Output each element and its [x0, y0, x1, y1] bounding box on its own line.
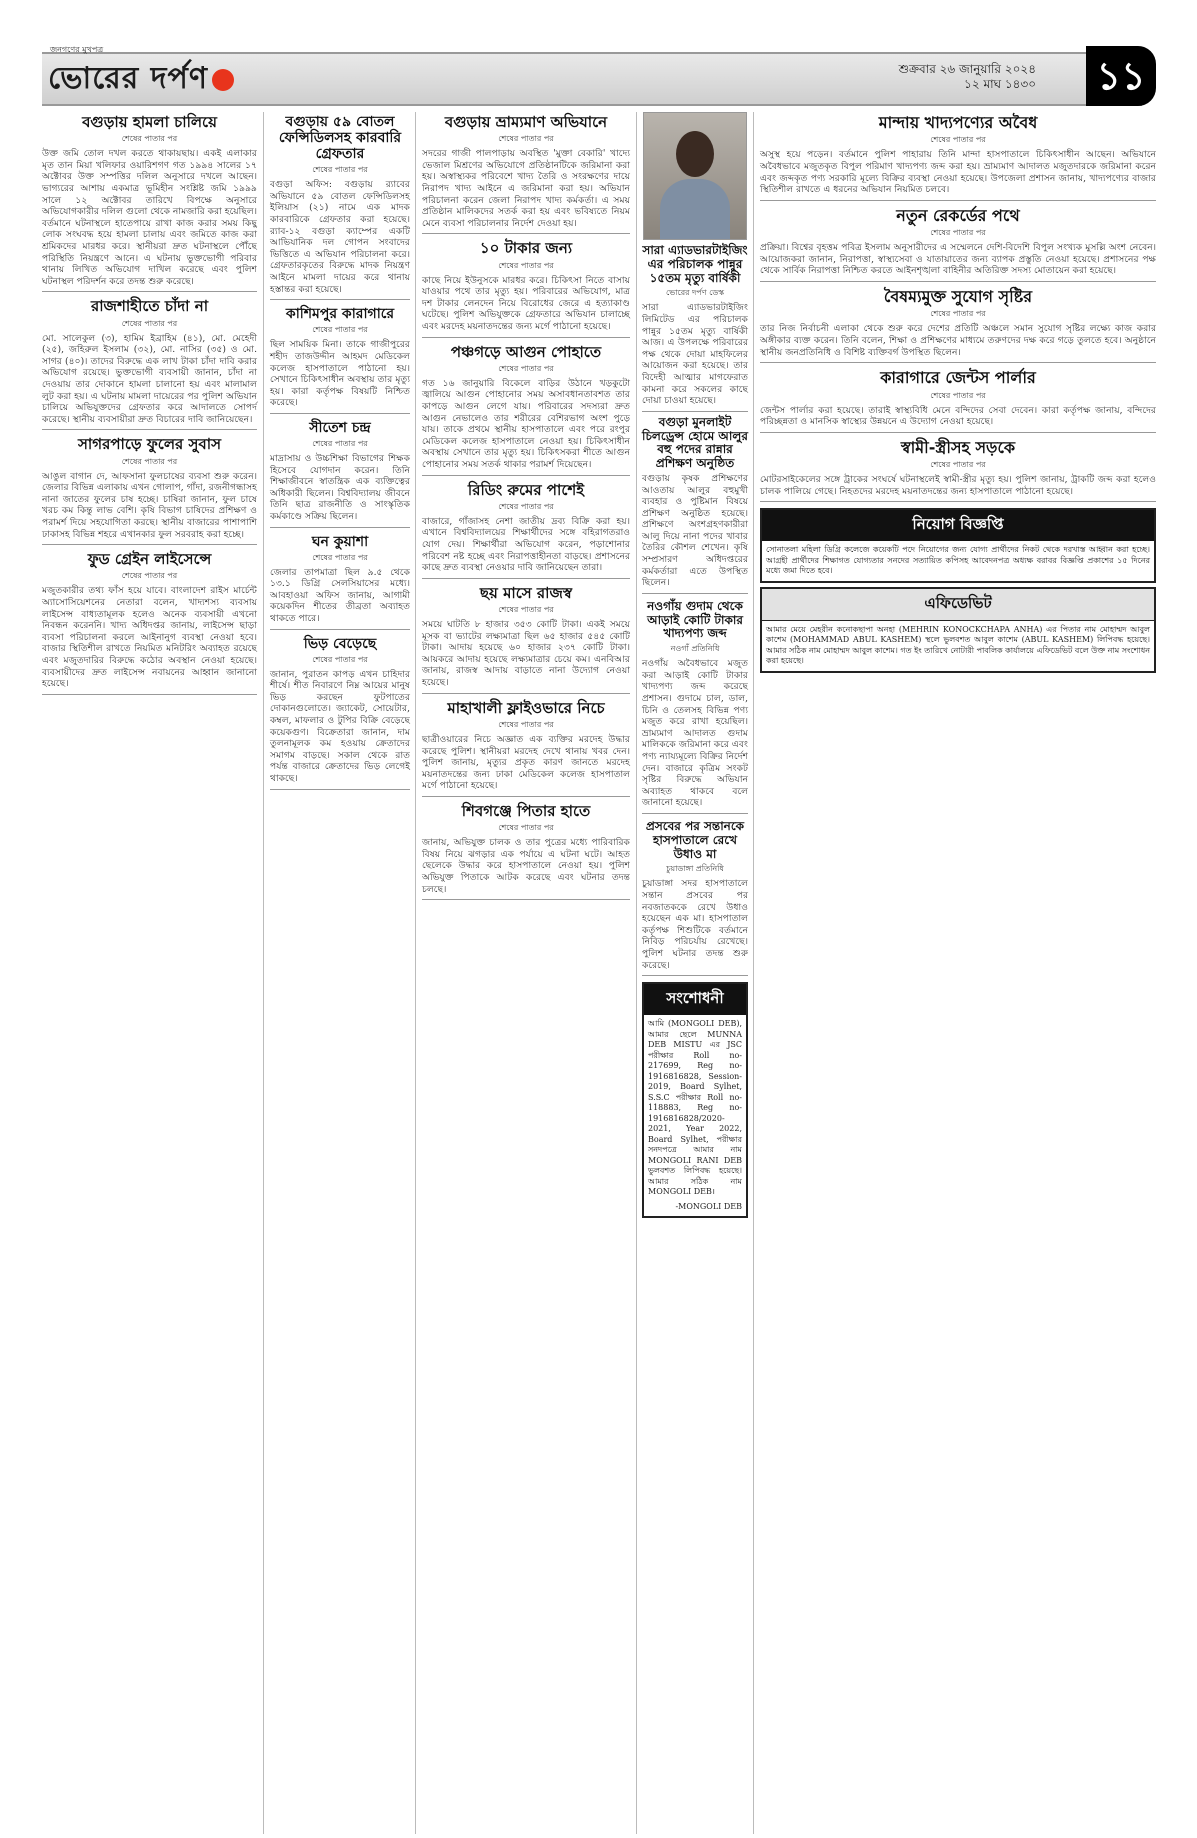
article-continuation-label: শেষের পাতার পর — [498, 823, 554, 833]
article-body: কাছে নিয়ে ইউনুসকে মারধর করে। চিকিৎসা নিতে বাসায় যাওয়ার পথে তার মৃত্যু হয়। পরিবারের অভিযোগ, মাত্র দশ টাকার লেনদেন নিয়ে বিরোধের জেরে এ হত্যাকাণ্ড ঘটেছে। পুলিশ অভিযুক্তকে গ্রেফতারে অভিযান চালাচ্ছে এবং মরদেহ ময়নাতদন্তের জন্য মর্গে পাঠানো হয়েছে। — [422, 274, 630, 333]
column-1 — [42, 112, 257, 701]
news-article — [270, 636, 410, 790]
column-divider — [636, 112, 637, 1834]
obituary-headline: সারা এ্যাডভারটাইজিং এর পরিচালক পান্নুর ১৫তম মৃত্যু বার্ষিকী — [642, 243, 748, 285]
divider — [422, 693, 630, 694]
article-continuation-label: শেষের পাতার পর — [312, 325, 368, 335]
article-body: জেন্টস পার্লার করা হয়েছে। তারাই স্বাস্থ্যবিধি মেনে বন্দিদের সেবা দেবেন। কারা কর্তৃপক্ষ জানায়, বন্দিদের পরিচ্ছন্নতা ও মানসিক স্বাস্থ্যের উন্নয়নে এ উদ্যোগ নেওয়া হয়েছে। — [760, 404, 1156, 428]
divider — [760, 200, 1156, 201]
divider — [270, 299, 410, 300]
article-headline[interactable]: নওগাঁয় গুদাম থেকে আড়াই কোটি টাকার খাদ্যপণ্য জব্দ — [647, 598, 743, 641]
obituary-body: সারা এ্যাডভারটাইজিং লিমিটেড এর পরিচালক পান্নুর ১৫তম মৃত্যু বার্ষিকী আজ। এ উপলক্ষে পরিবারের পক্ষ থেকে দোয়া মাহফিলের আয়োজন করা হয়েছে। তার বিদেহী আত্মার মাগফেরাত কামনা করে সকলের কাছে দোয়া চাওয়া হয়েছে। — [642, 302, 748, 407]
article-continuation-label: শেষের পাতার পর — [498, 260, 554, 270]
sun-logo-icon — [212, 69, 234, 91]
article-continuation-label: শেষের পাতার পর — [498, 363, 554, 373]
recruitment-ad — [760, 508, 1156, 583]
recruitment-title: নিয়োগ বিজ্ঞপ্তি — [762, 510, 1154, 541]
article-body: জানান, পুরাতন কাপড় এখন চাহিদার শীর্ষে। শীত নিবারণে নিম্ন আয়ের মানুষ ভিড় করছেন ফুটপাতের দোকানগুলোতে। জ্যাকেট, সোয়েটার, কম্বল, মাফলার ও টুপির বিক্রি বেড়েছে কয়েকগুণ। বিক্রেতারা জানান, দাম তুলনামূলক কম হওয়ায় ক্রেতাদের সমাগম বাড়ছে। সকাল থেকে রাত পর্যন্ত বাজারে ক্রেতাদের ভিড় লেগেই থাকছে। — [270, 668, 410, 785]
news-article — [642, 416, 748, 594]
divider — [270, 527, 410, 528]
divider — [422, 899, 630, 900]
date-bengali: ১২ মাঘ ১৪৩০ — [964, 77, 1036, 91]
news-article — [760, 207, 1156, 282]
news-article — [42, 114, 257, 292]
article-headline[interactable]: ভিড় বেড়েছে — [303, 635, 377, 652]
article-headline[interactable]: স্বামী-স্ত্রীসহ সড়কে — [900, 437, 1016, 457]
divider — [422, 475, 630, 476]
article-body: তার নিজ নির্বাচনী এলাকা থেকে শুরু করে দেশের প্রতিটি অঞ্চলে সমান সুযোগ সৃষ্টির লক্ষ্যে কাজ করার অঙ্গীকার ব্যক্ত করেন। তিনি বলেন, শিক্ষা ও প্রশিক্ষণের মাধ্যমে তরুণদের দক্ষ করে গড়ে তুলতে হবে। অনুষ্ঠানে স্থানীয় জনপ্রতিনিধি ও বিশিষ্ট ব্যক্তিবর্গ উপস্থিত ছিলেন। — [760, 323, 1156, 358]
article-continuation-label: শেষের পাতার পর — [121, 571, 178, 581]
article-headline[interactable]: মাহাখালী ফ্লাইওভারে নিচে — [447, 698, 605, 717]
article-body: উক্ত জমি তোল দখল করতে থাকায়ছায়। একই এলাকার মৃত তান মিয়া খলিফার ওয়ারিশগণ গত ১৯৯৪ সালের ১৭ অক্টোবর উক্ত সম্পত্তির দলিল অনুসারে দখলে আছেন। ভাগ্যরের আশায় একমাত্র ভূমিহীন সংশ্লিষ্ট জমি ১৯৯৯ সালে ১২ অক্টোবর তারিখে বিপক্ষে অনুসারে অভিযোগকারীর দলিল গুলো থেকে নামজারি করা হয়েছিল। বর্তমানে ঘটনাস্থলে হাতেপায়ে রাখা কাজ করার সময় কিছু লোক সংঘবদ্ধ হয়ে হামলা চালায় এবং জমিতে কাজ করা শ্রমিকদের মারধর করে। স্থানীয়রা দ্রুত ঘটনাস্থলে পৌঁছে পরিস্থিতি নিয়ন্ত্রণে আনে। এ ঘটনায় ভুক্তভোগী পরিবার থানায় লিখিত অভিযোগ দাখিল করেছে এবং পুলিশ ঘটনাস্থল পরিদর্শন করে তদন্ত শুরু করেছে। — [42, 148, 257, 287]
divider — [270, 413, 410, 414]
obituary-photo — [643, 112, 747, 240]
correction-body: আমি (MONGOLI DEB), আমার ছেলে MUNNA DEB MISTU এর JSC পরীক্ষার Roll no- 217699, Reg no- 1916816828, Session-2019, Board Sylhet, S.S.C পরীক্ষার Roll no- 118883, Reg no-1916816828/2020-2021, Year 2022, Board Sylhet, পরীক্ষার সনদপত্রে আমার নাম MONGOLI RANI DEB ভুলবশত লিপিবদ্ধ হয়েছে। আমার সঠিক নাম MONGOLI DEB। — [648, 1019, 742, 1197]
article-continuation-label: শেষের পাতার পর — [312, 165, 368, 175]
column-4-articles — [642, 416, 748, 976]
article-body: জানায়, অভিযুক্ত চালক ও তার পুত্রের মধ্যে পারিবারিক বিষয় নিয়ে ঝগড়ার এক পর্যায়ে এ ঘটনা ঘটে। আহত ছেলেকে উদ্ধার করে হাসপাতালে নেওয়া হয়। পুলিশ অভিযুক্ত পিতাকে আটক করেছে এবং ঘটনার তদন্ত চলছে। — [422, 837, 630, 895]
article-body: বগুড়া অফিস: বগুড়ায় র‍্যাবের অভিযানে ৫৯ বোতল ফেন্সিডিলসহ ইলিয়াস (২১) নামে এক মাদক কারবারিকে গ্রেফতার করা হয়েছে। র‍্যাব-১২ বগুড়া ক্যাম্পের একটি আভিযানিক দল গোপন সংবাদের ভিত্তিতে এ অভিযান পরিচালনা করে। গ্রেফতারকৃতের বিরুদ্ধে মাদক নিয়ন্ত্রণ আইনে মামলা দায়ের করে থানায় হস্তান্তর করা হয়েছে। — [270, 179, 410, 295]
column-divider — [753, 112, 754, 1834]
article-headline[interactable]: কারাগারে জেন্টস পার্লার — [880, 368, 1036, 388]
paper-logo[interactable] — [48, 54, 238, 105]
article-headline[interactable]: বৈষম্যমুক্ত সুযোগ সৃষ্টির — [883, 286, 1033, 306]
article-body: বগুড়ায় কৃষক প্রশিক্ষণের আওতায় আলুর বহুমুখী ব্যবহার ও পুষ্টিমান বিষয়ে প্রশিক্ষণ অনুষ্ঠিত হয়েছে। প্রশিক্ষণে অংশগ্রহণকারীরা আলু দিয়ে নানা পদের খাবার তৈরির কৌশল শেখেন। কৃষি সম্প্রসারণ অধিদপ্তরের কর্মকর্তারা এতে উপস্থিত ছিলেন। — [642, 472, 748, 589]
article-continuation-label: শেষের পাতার পর — [121, 134, 178, 144]
affidavit-ad — [760, 587, 1156, 673]
divider — [422, 578, 630, 579]
article-continuation-label: শেষের পাতার পর — [312, 438, 368, 448]
article-headline[interactable]: সীতেশ চন্দ্র — [309, 419, 371, 436]
article-continuation-label: শেষের পাতার পর — [498, 605, 554, 615]
article-continuation-label: শেষের পাতার পর — [121, 318, 178, 328]
article-body: মোটরসাইকেলের সঙ্গে ট্রাকের সংঘর্ষে ঘটনাস্থলেই স্বামী-স্ত্রীর মৃত্যু হয়। পুলিশ জানায়, ট্রাকটি জব্দ করা হলেও চালক পালিয়ে গেছে। নিহতদের মরদেহ ময়নাতদন্তের জন্য হাসপাতালে পাঠানো হয়েছে। — [760, 474, 1156, 497]
divider — [422, 796, 630, 797]
column-4 — [642, 112, 748, 1218]
article-headline[interactable]: বগুড়ায় ৫৯ বোতল ফেন্সিডিলসহ কারবারি গ্রেফতার — [278, 114, 402, 163]
article-continuation-label: শেষের পাতার পর — [498, 134, 554, 144]
divider — [422, 337, 630, 338]
news-article — [760, 439, 1156, 503]
news-article — [270, 534, 410, 630]
correction-notice — [642, 982, 748, 1218]
issue-date — [899, 62, 1036, 92]
masthead-tagline: জনগণের মুখপত্র — [50, 45, 104, 54]
article-continuation-label: চুয়াডাঙ্গা প্রতিনিধি — [666, 864, 724, 874]
news-article — [422, 240, 630, 337]
article-body: প্রক্রিয়া। বিশ্বের বৃহত্তম পবিত্র ইসলাম অনুসারীদের এ সম্মেলনে দেশি-বিদেশি বিপুল সংখ্যক মুসল্লি অংশ নেবেন। আয়োজকরা জানান, নিরাপত্তা, স্বাস্থ্যসেবা ও যাতায়াতের জন্য ব্যাপক প্রস্তুতি নেওয়া হয়েছে। প্রশাসনের পক্ষ থেকে সার্বিক নিরাপত্তা নিশ্চিত করতে আইনশৃঙ্খলা বাহিনীর অতিরিক্ত সদস্য মোতায়েন করা হয়েছে। — [760, 242, 1156, 277]
article-headline[interactable]: ফুড গ্রেইন লাইসেন্সে — [87, 550, 212, 569]
news-article — [270, 114, 410, 300]
article-headline[interactable]: নতুন রেকর্ডের পথে — [896, 205, 1020, 225]
article-body: সদরের গাজী পালপাড়ায় অবস্থিত 'মুক্তা বেকারি' খাদ্যে ভেজাল মিশ্রণের অভিযোগে প্রতিষ্ঠানটিকে জরিমানা করা হয়। অস্বাস্থ্যকর পরিবেশে খাদ্য তৈরি ও সংরক্ষণের দায়ে নিরাপদ খাদ্য আইনে এ জরিমানা করা হয়। অভিযান পরিচালনা করেন জেলা নিরাপদ খাদ্য কর্মকর্তা। এ সময় প্রতিষ্ঠান মালিকদের সতর্ক করা হয় এবং ভবিষ্যতে নিয়ম মেনে ব্যবসা পরিচালনার নির্দেশ দেওয়া হয়। — [422, 148, 630, 229]
article-body: ছাত্রীওয়ারের নিচে অজ্ঞাত এক ব্যক্তির মরদেহ উদ্ধার করেছে পুলিশ। স্থানীয়রা মরদেহ দেখে থানায় খবর দেন। পুলিশ জানায়, মৃত্যুর প্রকৃত কারণ জানতে মরদেহ ময়নাতদন্তের জন্য ঢাকা মেডিকেল কলেজ হাসপাতাল মর্গে পাঠানো হয়েছে। — [422, 733, 630, 792]
article-continuation-label: শেষের পাতার পর — [312, 552, 368, 562]
news-article — [42, 298, 257, 430]
article-headline[interactable]: বগুড়ায় ভ্রাম্যমাণ অভিযানে — [444, 113, 608, 131]
article-continuation-label: শেষের পাতার পর — [930, 460, 986, 470]
divider — [270, 629, 410, 630]
news-article — [760, 114, 1156, 201]
article-body: মজুতকারীর তথ্য ফাঁস হয়ে যাবে। বাংলাদেশ রাইস মার্চেন্ট অ্যাসোসিয়েশনের নেতারা বলেন, খাদ্যশস্য ব্যবসায় লাইসেন্স বাধ্যতামূলক হলেও অনেক ব্যবসায়ী এখনো নিবন্ধন করেননি। খাদ্য অধিদপ্তর জানায়, লাইসেন্স ছাড়া ব্যবসা পরিচালনা করলে আইনানুগ ব্যবস্থা নেওয়া হবে। বাজার স্থিতিশীল রাখতে নিয়মিত মনিটরিং অব্যাহত রয়েছে এবং মজুতদারির বিরুদ্ধে কঠোর অবস্থান নেওয়া হয়েছে। ব্যবসায়ীদের দ্রুত লাইসেন্স নবায়নের আহ্বান জানানো হয়েছে। — [42, 585, 257, 690]
divider — [760, 501, 1156, 502]
article-headline[interactable]: কাশিমপুর কারাগারে — [285, 306, 395, 323]
news-article — [42, 551, 257, 695]
divider — [42, 544, 257, 545]
recruitment-body: সোনাতলা মহিলা ডিগ্রি কলেজে কয়েকটি পদে নিয়োগের জন্য যোগ্য প্রার্থীদের নিকট থেকে দরখাস্ত আহ্বান করা হচ্ছে। আগ্রহী প্রার্থীদের শিক্ষাগত যোগ্যতার সনদের সত্যায়িত কপিসহ আবেদনপত্র অধ্যক্ষ বরাবর বিজ্ঞপ্তি প্রকাশের ১৫ দিনের মধ্যে জমা দিতে হবে। — [766, 545, 1150, 576]
article-headline[interactable]: ১০ টাকার জন্য — [479, 239, 573, 258]
divider — [42, 291, 257, 292]
article-body: মো. সালেকুল (৩), হামিম ইব্রাহিম (৪১), মো. মেহেদী (২৫), জহিরুল ইসলাম (৩২), মো. নাসির (৩৫) ও মো. সাগর (৪০)। তাদের বিরুদ্ধে এক লাখ টাকা চাঁদা দাবি করার অভিযোগ রয়েছে। ভুক্তভোগী ব্যবসায়ী জানান, চাঁদা না দেওয়ায় তার দোকানে হামলা চালানো হয় এবং মালামাল লুট করা হয়। এ ঘটনায় মামলা দায়েরের পর পুলিশ অভিযান চালিয়ে অভিযুক্তদের গ্রেফতার করে আদালতে সোপর্দ করেছে। স্থানীয় ব্যবসায়ীরা দ্রুত বিচারের দাবি জানিয়েছেন। — [42, 332, 257, 425]
divider — [642, 813, 748, 814]
correction-title: সংশোধনী — [644, 984, 746, 1015]
article-body: আঙুল বাগান দে, আফসানা ফুলচাষের ব্যবসা শুরু করেন। জেলার বিভিন্ন এলাকায় এখন গোলাপ, গাঁদা, রজনীগন্ধাসহ নানা জাতের ফুলের চাষ হচ্ছে। চাষিরা জানান, ফুল চাষে খরচ কম কিন্তু লাভ বেশি। কৃষি বিভাগ চাষিদের প্রশিক্ষণ ও পরামর্শ দিয়ে সহযোগিতা করছে। স্থানীয় বাজারের পাশাপাশি ঢাকাসহ বিভিন্ন শহরে এখানকার ফুল সরবরাহ করা হচ্ছে। — [42, 470, 257, 540]
divider — [760, 281, 1156, 282]
article-body: সময়ে ঘাটতি ৮ হাজার ৩৫৩ কোটি টাকা। একই সময়ে মূসক বা ভ্যাটের লক্ষ্যমাত্রা ছিল ৬৫ হাজার ৫৪৫ কোটি টাকা। আদায় হয়েছে ৬০ হাজার ২৩৭ কোটি টাকা। আয়করে আদায় হয়েছে লক্ষ্যমাত্রার চেয়ে কম। এনবিআর জানায়, রাজস্ব আদায় বাড়াতে নানা উদ্যোগ নেওয়া হয়েছে। — [422, 619, 630, 689]
news-article — [422, 344, 630, 476]
article-body: গত ১৬ জানুয়ারি বিকেলে বাড়ির উঠানে খড়কুটো জ্বালিয়ে আগুন পোহানোর সময় অসাবধানতাবশত তার কাপড়ে আগুন লেগে যায়। পরিবারের সদস্যরা দ্রুত আগুন নেভালেও তার শরীরের বেশিরভাগ অংশ পুড়ে যায়। তাকে প্রথমে স্থানীয় হাসপাতালে এবং পরে রংপুর মেডিকেল কলেজ হাসপাতালে নেওয়া হয়। চিকিৎসাধীন অবস্থায় সেখানে তার মৃত্যু হয়। চিকিৎসকরা শীতে আগুন পোহানোর সময় সতর্ক থাকার পরামর্শ দিয়েছেন। — [422, 377, 630, 471]
article-headline[interactable]: শিবগঞ্জে পিতার হাতে — [461, 801, 591, 820]
affidavit-title: এফিডেভিট — [762, 589, 1154, 621]
news-article — [42, 436, 257, 545]
news-article — [270, 420, 410, 528]
news-article — [422, 114, 630, 234]
paper-name: ভোরের দর্পণ — [48, 61, 208, 96]
column-2 — [270, 112, 410, 796]
article-body: অসুস্থ হয়ে পড়েন। বর্তমানে পুলিশ পাহারায় তিনি মান্দা হাসপাতালে চিকিৎসাধীন আছেন। অভিযানে অবৈধভাবে মজুতকৃত বিপুল পরিমাণ খাদ্যপণ্য জব্দ করা হয়। ভ্রাম্যমাণ আদালত মজুতদারকে জরিমানা করেন এবং জব্দকৃত পণ্য সরকারি মূল্যে বিক্রির ব্যবস্থা নেওয়া হয়েছে। উপজেলা প্রশাসন জানায়, খাদ্যপণ্যের বাজার স্থিতিশীল রাখতে এ ধরনের অভিযান নিয়মিত চলবে। — [760, 149, 1156, 196]
divider — [760, 362, 1156, 363]
column-3 — [422, 112, 630, 906]
article-headline[interactable]: মান্দায় খাদ্যপণ্যের অবৈধ — [878, 113, 1038, 132]
page-number: ১১ — [1086, 46, 1156, 106]
column-divider — [263, 112, 264, 1834]
news-article — [270, 306, 410, 414]
news-article — [422, 585, 630, 694]
article-headline[interactable]: প্রসবের পর সন্তানকে হাসপাতালে রেখে উধাও মা — [645, 818, 745, 861]
divider — [642, 593, 748, 594]
article-headline[interactable]: পঞ্চগড়ে আগুন পোহাতে — [450, 342, 602, 361]
article-body: জেলার তাপমাত্রা ছিল ৯.৫ থেকে ১৩.১ ডিগ্রি সেলসিয়াসের মধ্যে। আবহাওয়া অফিস জানায়, আগামী কয়েকদিন শীতের তীব্রতা অব্যাহত থাকতে পারে। — [270, 566, 410, 624]
article-continuation-label: শেষের পাতার পর — [312, 654, 368, 664]
divider — [42, 429, 257, 430]
article-body: মাদ্রাসায় ও উচ্চশিক্ষা বিভাগের শিক্ষক হিসেবে যোগদান করেন। তিনি শিক্ষাজীবনে স্বাতন্ত্রিক এক ব্যক্তিত্বের অধিকারী ছিলেন। বিশ্ববিদ্যালয় জীবনে তিনি ছাত্র রাজনীতি ও সাংস্কৃতিক কর্মকাণ্ডে সক্রিয় ছিলেন। — [270, 452, 410, 522]
news-article — [422, 700, 630, 797]
article-continuation-label: শেষের পাতার পর — [498, 719, 554, 729]
article-body: ছিল সাময়িক মিনা। তাকে গাজীপুরের শহীদ তাজউদ্দীন আহমদ মেডিকেল কলেজ হাসপাতালে পাঠানো হয়। সেখানে চিকিৎসাধীন অবস্থায় তার মৃত্যু হয়। কারা কর্তৃপক্ষ বিষয়টি নিশ্চিত করেছে। — [270, 339, 410, 409]
article-headline[interactable]: ঘন কুয়াশা — [311, 533, 369, 550]
news-article — [422, 482, 630, 579]
column-5 — [760, 112, 1156, 673]
article-continuation-label: শেষের পাতার পর — [498, 501, 554, 511]
article-headline[interactable]: রিডিং রুমের পাশেই — [467, 480, 585, 499]
article-continuation-label: শেষের পাতার পর — [930, 228, 986, 238]
news-article — [760, 369, 1156, 433]
article-body: বাজারে, গাঁজাসহ নেশা জাতীয় দ্রব্য বিক্রি করা হয়। এখানে বিশ্ববিদ্যালয়ের শিক্ষার্থীদের সঙ্গে বহিরাগতরাও যোগ দেয়। শিক্ষার্থীরা অভিযোগ করেন, পড়াশোনার পরিবেশ নষ্ট হচ্ছে এবং নিরাপত্তাহীনতা বাড়ছে। প্রশাসনের কাছে দ্রুত ব্যবস্থা নেওয়ার দাবি জানিয়েছেন তারা। — [422, 515, 630, 574]
obituary-byline: ভোরের দর্পণ ডেস্ক — [666, 288, 724, 298]
article-body: চুয়াডাঙ্গা সদর হাসপাতালে সন্তান প্রসবের পর নবজাতককে রেখে উধাও হয়েছেন এক মা। হাসপাতাল কর্তৃপক্ষ শিশুটিকে বর্তমানে নিবিড় পরিচর্যায় রেখেছে। পুলিশ ঘটনার তদন্ত শুরু করেছে। — [642, 878, 748, 971]
date-gregorian: শুক্রবার ২৬ জানুয়ারি ২০২৪ — [898, 62, 1036, 76]
column-divider — [415, 112, 416, 1834]
divider — [270, 789, 410, 790]
article-continuation-label: শেষের পাতার পর — [930, 309, 986, 319]
news-article — [642, 600, 748, 814]
article-headline[interactable]: সাগরপাড়ে ফুলের সুবাস — [78, 435, 221, 454]
news-article — [642, 820, 748, 976]
article-continuation-label: শেষের পাতার পর — [930, 135, 986, 145]
article-headline[interactable]: রাজশাহীতে চাঁদা না — [90, 297, 209, 316]
divider — [42, 694, 257, 695]
news-article — [422, 803, 630, 900]
article-continuation-label: শেষের পাতার পর — [121, 456, 178, 466]
divider — [760, 432, 1156, 433]
correction-signature: -MONGOLI DEB — [675, 1201, 742, 1211]
article-headline[interactable]: ছয় মাসে রাজস্ব — [479, 583, 573, 602]
divider — [422, 233, 630, 234]
masthead — [42, 46, 1156, 110]
article-continuation-label: নওগাঁ প্রতিনিধি — [670, 644, 720, 654]
article-headline[interactable]: বগুড়ায় হামলা চালিয়ে — [82, 113, 217, 131]
article-headline[interactable]: বগুড়া মুনলাইট চিলড্রেন্স হোমে আলুর বহু পদের রান্নার প্রশিক্ষণ অনুষ্ঠিত — [642, 414, 748, 471]
divider — [642, 975, 748, 976]
news-article — [760, 288, 1156, 363]
article-continuation-label: শেষের পাতার পর — [930, 390, 986, 400]
article-body: নওগাঁয় অবৈধভাবে মজুত করা আড়াই কোটি টাকার খাদ্যপণ্য জব্দ করেছে প্রশাসন। গুদামে চাল, ডাল, চিনি ও তেলসহ বিভিন্ন পণ্য মজুত করে রাখা হয়েছিল। ভ্রাম্যমাণ আদালত গুদাম মালিককে জরিমানা করে এবং পণ্য ন্যায্যমূল্যে বিক্রির নির্দেশ দেন। বাজারে কৃত্রিম সংকট সৃষ্টির বিরুদ্ধে অভিযান অব্যাহত থাকবে বলে জানানো হয়েছে। — [642, 658, 748, 809]
affidavit-body: আমার মেয়ে মেহরীন কনোকছাপা অনহা (MEHRIN KONOCKCHAPA ANHA) এর পিতার নাম মোহাম্মদ আবুল কাশেম (MOHAMMAD ABUL KASHEM) স্থলে ভুলবশত আবুল কাশেম (ABUL KASHEM) লিপিবদ্ধ হয়েছে। আমার সঠিক নাম মোহাম্মদ আবুল কাশেম। গত ইং তারিখে নোটারী পাবলিক কার্যালয়ে এফিডেভিট বলে উক্ত নাম সংশোধন করা হয়েছে। — [766, 624, 1150, 666]
